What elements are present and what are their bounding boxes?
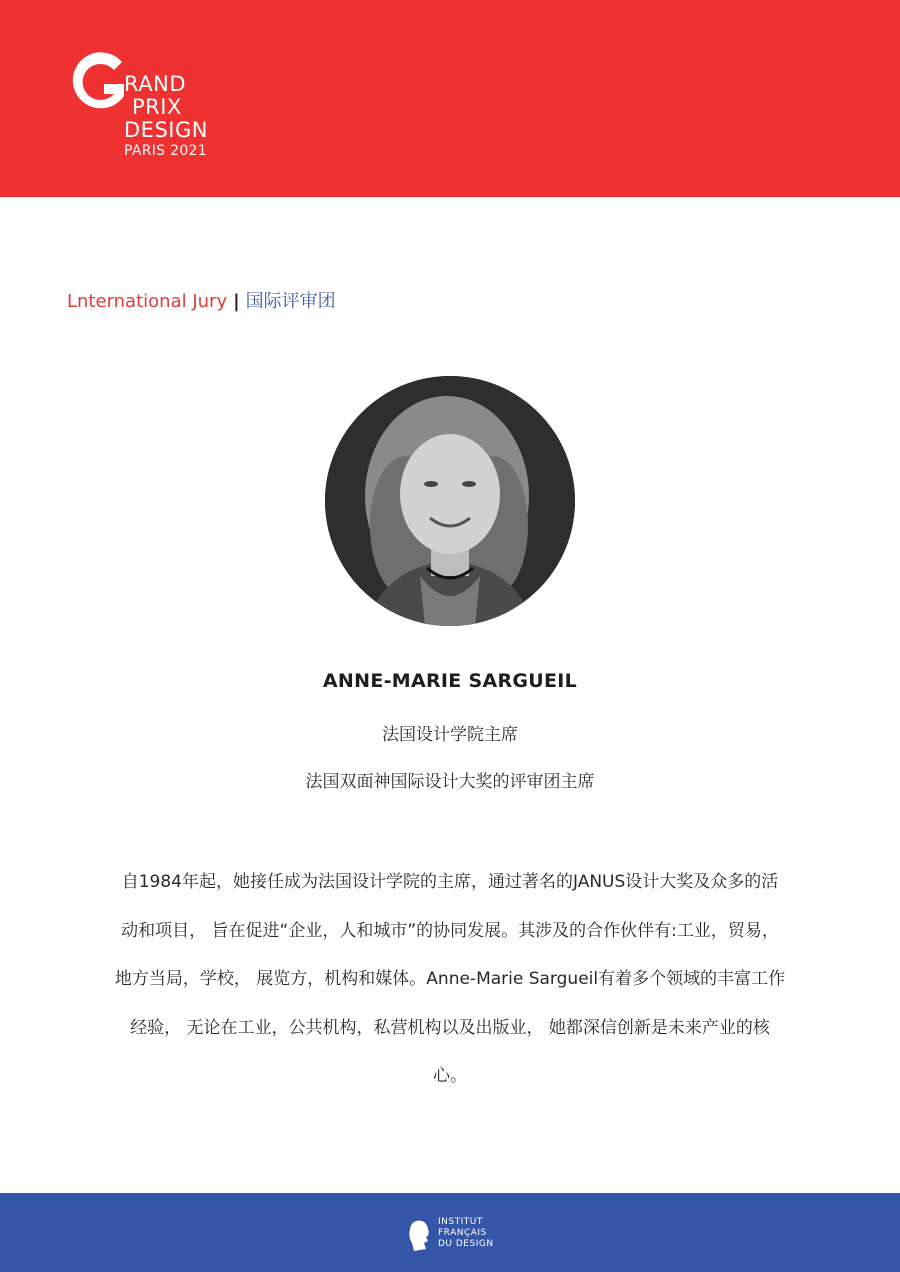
- biography: [70, 858, 830, 1101]
- bio-line: 自1984年起，她接任成为法国设计学院的主席，通过著名的JANUS设计大奖及众多的活: [121, 872, 779, 892]
- jury-label-cn: 国际评审团: [245, 291, 336, 312]
- logo-line-4: PARIS 2021: [124, 143, 207, 159]
- person-name: ANNE-MARIE SARGUEIL: [322, 670, 578, 692]
- footer-logo-line-3: DU DESIGN: [438, 1239, 494, 1249]
- jury-label-en: Lnternational Jury: [67, 291, 228, 312]
- portrait-illustration: [325, 376, 575, 626]
- logo-line-2: PRIX: [132, 95, 182, 119]
- logo-g-icon: [70, 48, 132, 120]
- jury-heading: [67, 287, 336, 313]
- logo-line-1: RAND: [124, 72, 186, 96]
- logo-line-3: DESIGN: [124, 118, 208, 142]
- person-title-1: 法国设计学院主席: [382, 725, 518, 745]
- header-band: [0, 0, 900, 197]
- jury-separator: |: [233, 291, 240, 312]
- bio-line: 经验， 无论在工业，公共机构，私营机构以及出版业， 她都深信创新是未来产业的核: [130, 1017, 770, 1038]
- footer-logo-line-1: INSTITUT: [438, 1217, 483, 1227]
- person-title-2: 法国双面神国际设计大奖的评审团主席: [305, 772, 595, 792]
- bio-line: 动和项目， 旨在促进“企业，人和城市”的协同发展。其涉及的合作伙伴有:工业，贸易，: [121, 920, 779, 941]
- marianne-profile-icon: [408, 1219, 432, 1253]
- portrait-photo: [325, 376, 575, 626]
- bio-line: 地方当局，学校， 展览方，机构和媒体。Anne-Marie Sargueil有着多个领域的丰富工作: [114, 969, 786, 989]
- footer-logo-text: [438, 1217, 494, 1250]
- bio-line: 心。: [433, 1066, 467, 1086]
- footer-logo-line-2: FRANÇAIS: [438, 1228, 487, 1238]
- grand-prix-design-logo: [70, 44, 240, 164]
- institut-francais-du-design-logo: [408, 1217, 508, 1257]
